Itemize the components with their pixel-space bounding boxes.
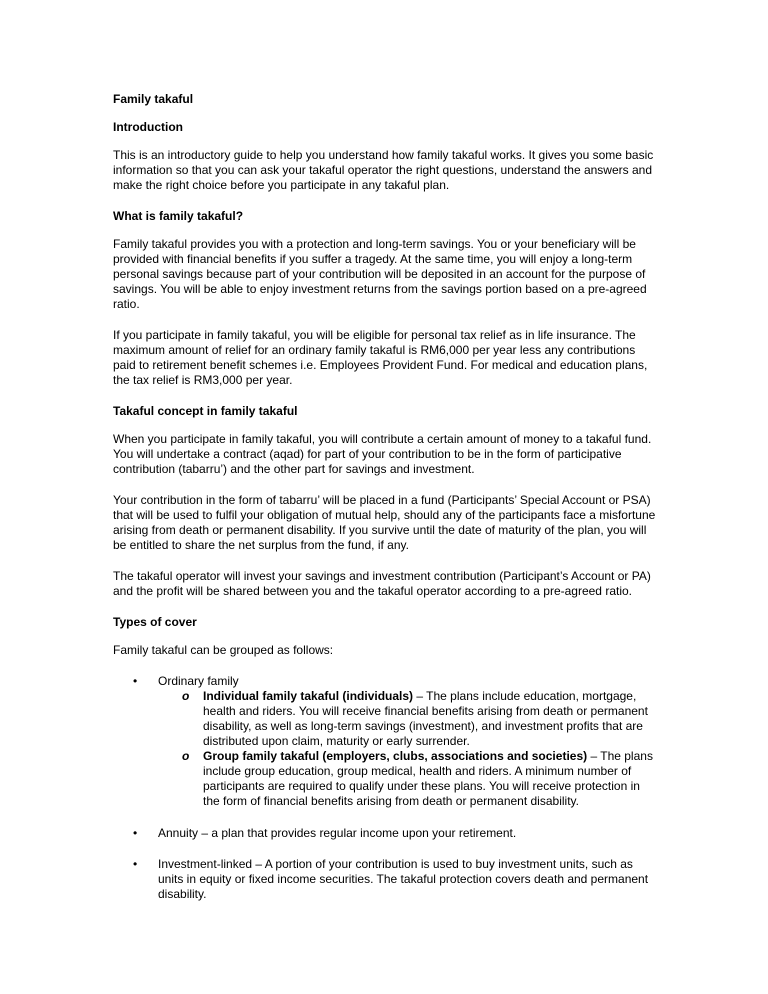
concept-paragraph-3: The takaful operator will invest your savings and investment contribution (Participant’s Account or PA) and the profit will be shared between you and the takaful operator according to a pre-agreed ratio. <box>113 569 651 598</box>
list-item <box>113 826 658 841</box>
bullet-icon: • <box>133 826 138 840</box>
bullet-icon: • <box>133 674 138 688</box>
what-is-heading: What is family takaful? <box>113 209 244 223</box>
sub-item-title: Individual family takaful (individuals) <box>203 689 414 703</box>
sub-item-text: – The plans include education, mortgage, health and riders. You will receive financial benefits arising from death or permanent disability, as well as long-term savings (investment), and investment profits that are distributed upon claim, maturity or early surrender. <box>203 689 648 748</box>
sub-list <box>158 689 658 809</box>
types-list <box>113 674 658 902</box>
list-item-label: Investment-linked – A portion of your contribution is used to buy investment units, such as units in equity or fixed income securities. The takaful protection covers death and permanent disability. <box>158 857 649 901</box>
sub-list-item <box>158 749 658 809</box>
bullet-icon: • <box>133 857 138 871</box>
sub-item-text: – The plans include group education, group medical, health and riders. A minimum number of participants are required to qualify under these plans. You will receive protection in the form of financial benefits arising from death or permanent disability. <box>203 749 653 808</box>
list-item <box>113 674 658 809</box>
what-is-paragraph-2: If you participate in family takaful, you will be eligible for personal tax relief as in life insurance. The maximum amount of relief for an ordinary family takaful is RM6,000 per year less any contributions paid to retirement benefit schemes i.e. Employees Provident Fund. For medical and education plans, the tax relief is RM3,000 per year. <box>113 328 648 387</box>
document-page <box>113 92 658 918</box>
document-title: Family takaful <box>113 92 194 106</box>
introduction-heading: Introduction <box>113 120 183 134</box>
list-item-label: Annuity – a plan that provides regular income upon your retirement. <box>158 826 517 840</box>
sub-list-item <box>158 689 658 749</box>
sub-item-title: Group family takaful (employers, clubs, associations and societies) <box>203 749 588 763</box>
concept-paragraph-2: Your contribution in the form of tabarru’ will be placed in a fund (Participants’ Special Account or PSA) that will be used to fulfil your obligation of mutual help, should any of the participants face a misfortune arising from death or permanent disability. If you survive until the date of maturity of the plan, you will be entitled to share the net surplus from the fund, if any. <box>113 493 656 552</box>
types-heading: Types of cover <box>113 615 197 629</box>
what-is-paragraph-1: Family takaful provides you with a protection and long-term savings. You or your beneficiary will be provided with financial benefits if you suffer a tragedy. At the same time, you will enjoy a long-term personal savings because part of your contribution will be deposited in an account for the purpose of savings. You will be able to enjoy investment returns from the savings portion based on a pre-agreed ratio. <box>113 237 647 311</box>
sub-bullet-icon: o <box>182 749 190 763</box>
concept-heading: Takaful concept in family takaful <box>113 404 298 418</box>
list-item <box>113 857 658 902</box>
concept-paragraph-1: When you participate in family takaful, you will contribute a certain amount of money to a takaful fund. You will undertake a contract (aqad) for part of your contribution to be in the form of participative contribution (tabarru’) and the other part for savings and investment. <box>113 432 652 476</box>
introduction-paragraph: This is an introductory guide to help you understand how family takaful works. It gives you some basic information so that you can ask your takaful operator the right questions, understand the answers and make the right choice before you participate in any takaful plan. <box>113 148 654 192</box>
list-item-label: Ordinary family <box>158 674 239 688</box>
types-lead: Family takaful can be grouped as follows: <box>113 643 334 657</box>
sub-bullet-icon: o <box>182 689 190 703</box>
